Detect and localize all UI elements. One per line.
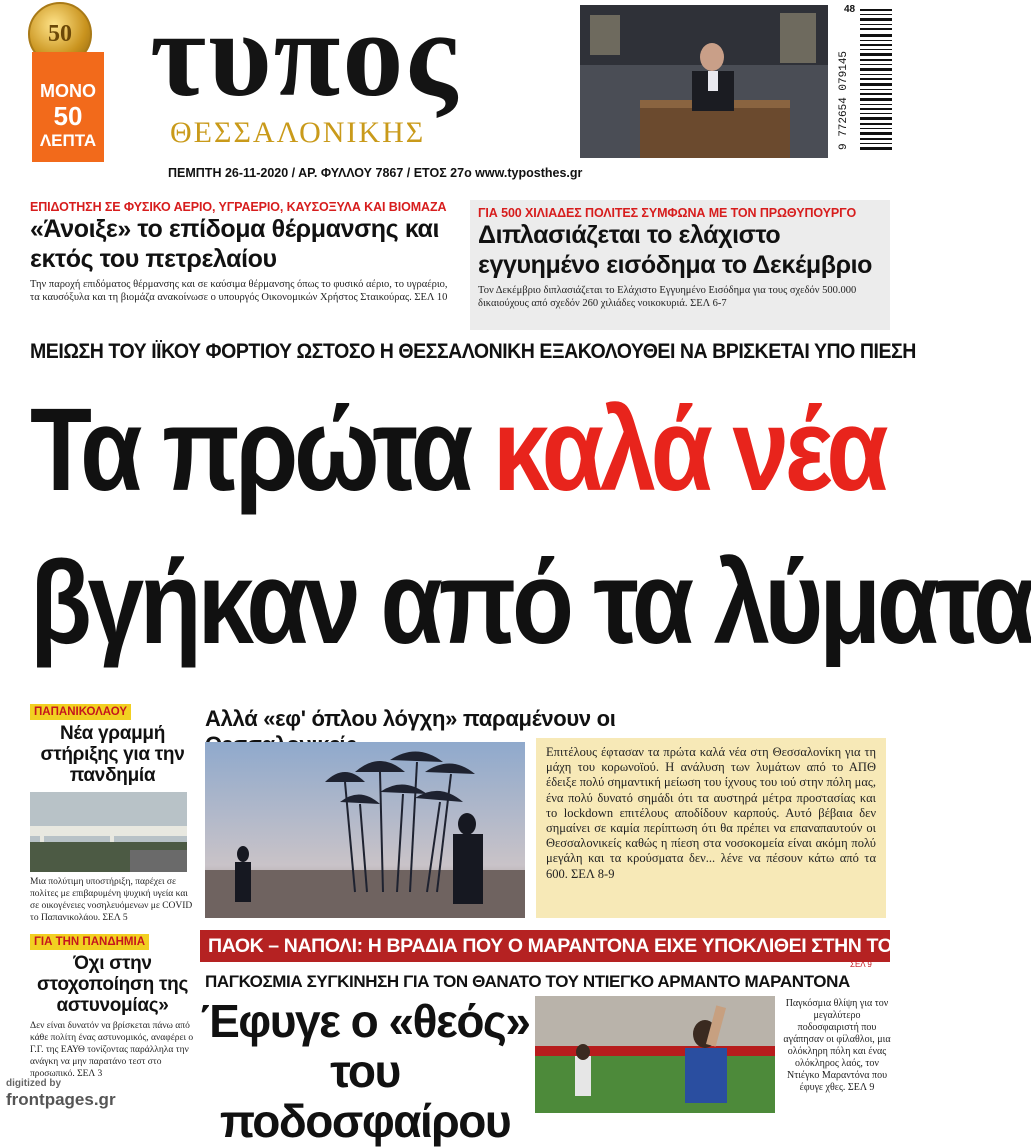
paok-page: ΣΕΛ 9	[850, 960, 872, 969]
paok-band: ΠΑΟΚ – ΝΑΠΟΛΙ: Η ΒΡΑΔΙΑ ΠΟΥ Ο ΜΑΡΑΝΤΟΝΑ ΕΙΧΕ ΥΠΟΚΛΙΘΕΙ ΣΤΗΝ ΤΟΥΜΠΑ	[200, 930, 890, 962]
coin-value: 50	[48, 20, 72, 47]
hospital-photo-icon	[30, 792, 187, 872]
left-column	[30, 702, 195, 1102]
left-story2-kicker: ΓΙΑ ΤΗΝ ΠΑΝΔΗΜΙΑ	[30, 934, 149, 950]
maradona-text: Παγκόσμια θλίψη για τον μεγαλύτερο ποδοσφαιριστή που αγάπησαν οι φίλαθλοι, μια ολόκληρη πόλη και ένας ολόκληρος λαός, τον Ντιέγκο Μαραντόνα που έφυγε χθες. ΣΕΛ 9	[783, 998, 891, 1093]
price-badge-line3: ΛΕΠΤΑ	[39, 131, 97, 150]
top-right-kicker: ΓΙΑ 500 ΧΙΛΙΑΔΕΣ ΠΟΛΙΤΕΣ ΣΥΜΦΩΝΑ ΜΕ ΤΟΝ ΠΡΩΘΥΠΟΥΡΓΟ	[478, 206, 857, 220]
newspaper-logo-subtitle: ΘΕΣΣΑΛΟΝΙΚΗΣ	[170, 116, 426, 149]
maradona-photo	[535, 996, 775, 1113]
top-right-story	[470, 200, 890, 330]
main-headline-black: Τα πρώτα	[30, 384, 493, 516]
left-story1-headline: Νέα γραμμή στήριξης για την πανδημία	[40, 723, 185, 786]
parliament-photo-icon	[580, 5, 828, 158]
watermark-site[interactable]: frontpages.gr	[6, 1090, 116, 1109]
left-story1-kicker: ΠΑΠΑΝΙΚΟΛΑΟΥ	[30, 704, 131, 720]
main-headline-red: καλά νέα	[492, 384, 885, 516]
umbrellas-photo	[205, 742, 525, 918]
maradona-headline: Έφυγε ο «θεός» του ποδοσφαίρου	[200, 995, 530, 1147]
price-badge-line2: 50	[53, 101, 83, 131]
watermark-small: digitized by	[6, 1078, 61, 1089]
umbrellas-photo-icon	[205, 742, 525, 918]
top-left-kicker: ΕΠΙΔΟΤΗΣΗ ΣΕ ΦΥΣΙΚΟ ΑΕΡΙΟ, ΥΓΡΑΕΡΙΟ, ΚΑΥΣΟΞΥΛΑ ΚΑΙ ΒΙΟΜΑΖΑ	[30, 200, 447, 214]
top-right-text: Τον Δεκέμβριο διπλασιάζεται το Ελάχιστο Εγγυημένο Εισόδημα για τους σχεδόν 500.000 δικαιούχους από σχεδόν 260 χιλιάδες νοικοκυριά. ΣΕΛ 6-7	[478, 285, 857, 309]
dateline: ΠΕΜΠΤΗ 26-11-2020 / ΑΡ. ΦΥΛΛΟΥ 7867 / ΕΤΟΣ 27ο www.typosthes.gr	[168, 166, 583, 180]
barcode-number-wrap	[838, 50, 858, 162]
barcode-number: 9 772654 079145	[838, 50, 850, 150]
header-photo	[580, 5, 828, 158]
maradona-kicker: ΠΑΓΚΟΣΜΙΑ ΣΥΓΚΙΝΗΣΗ ΓΙΑ ΤΟΝ ΘΑΝΑΤΟ ΤΟΥ ΝΤΙΕΓΚΟ ΑΡΜΑΝΤΟ ΜΑΡΑΝΤΟΝΑ	[205, 972, 850, 991]
left-story1-text: Μια πολύτιμη υποστήριξη, παρέχει σε πολίτες με επιβαρυμένη ψυχική υγεία και σε οικογένειες νοσηλευόμενων με COVID το Παπανικολάου. ΣΕΛ 5	[30, 877, 193, 923]
main-kicker: ΜΕΙΩΣΗ ΤΟΥ ΙΪΚΟΥ ΦΟΡΤΙΟΥ ΩΣΤΟΣΟ Η ΘΕΣΣΑΛΟΝΙΚΗ ΕΞΑΚΟΛΟΥΘΕΙ ΝΑ ΒΡΙΣΚΕΤΑΙ ΥΠΟ ΠΙΕΣΗ	[30, 340, 916, 363]
newspaper-logo: τυπος	[150, 0, 459, 122]
price-badge	[32, 52, 104, 162]
left-story2-text: Δεν είναι δυνατόν να βρίσκεται πάνω από κάθε πολίτη ένας αστυνομικός, αναφέρει ο Γ.Γ. της ΕΑΥΘ τονίζοντας παράλληλα την ανάγκη να μην παρατάνο τεστ στο προσωπικό. ΣΕΛ 3	[30, 1021, 194, 1079]
main-subhead: Αλλά «εφ' όπλου λόγχη» παραμένουν οι	[205, 706, 616, 731]
left-story2	[30, 932, 195, 1080]
hospital-photo	[30, 792, 187, 872]
price-badge-line1: ΜΟΝΟ	[40, 81, 96, 101]
main-headline-line1	[30, 375, 885, 525]
main-headline-line2: βγήκαν από τα λύματα	[30, 537, 1031, 669]
top-left-text: Την παροχή επιδόματος θέρμανσης και σε καύσιμα θέρμανσης όπως το φυσικό αέριο, το υγραέριο, τα καυσόξυλα και τη βιομάζα ανακοίνωσε ο υπουργός Οικονομικών Χρήστος Σταικούρας. ΣΕΛ 10	[30, 279, 448, 303]
maradona-photo-icon	[535, 996, 775, 1113]
left-story2-headline: Όχι στην στοχοποίηση της αστυνομίας»	[36, 953, 189, 1016]
main-story-text: Επιτέλους έφτασαν τα πρώτα καλά νέα στη Θεσσαλονίκη για τη μάχη του κορωνοϊού. Η ανάλυση των λυμάτων από το ΑΠΘ έδειξε πολύ σημαντική μείωση του ίχνους του ιού στην πόλη μας, ένα πολύ δυνατό σημάδι ότι τα αυστηρά μέτρα προστασίας και το lockdown επιτέλους αποδίδουν καρπούς. Αυτό βέβαια δεν σημαίνει σε καμία περίπτωση ότι θα πρέπει να επαναπαυτούν οι Θεσσαλονικείς καθώς η πίεση στα νοσοκομεία είναι ακόμη πολύ μεγάλη και τα κρούσματα δεν... λένε να πέσουν κάτω από τα 600. ΣΕΛ 8-9	[536, 738, 886, 918]
top-left-story	[30, 200, 450, 303]
issue-code: 48	[844, 4, 856, 15]
top-right-headline: Διπλασιάζεται το ελάχιστο εγγυημένο εισόδημα το Δεκέμβριο	[478, 221, 873, 279]
top-left-headline: «Άνοιξε» το επίδομα θέρμανσης και εκτός του πετρελαίου	[30, 215, 440, 273]
